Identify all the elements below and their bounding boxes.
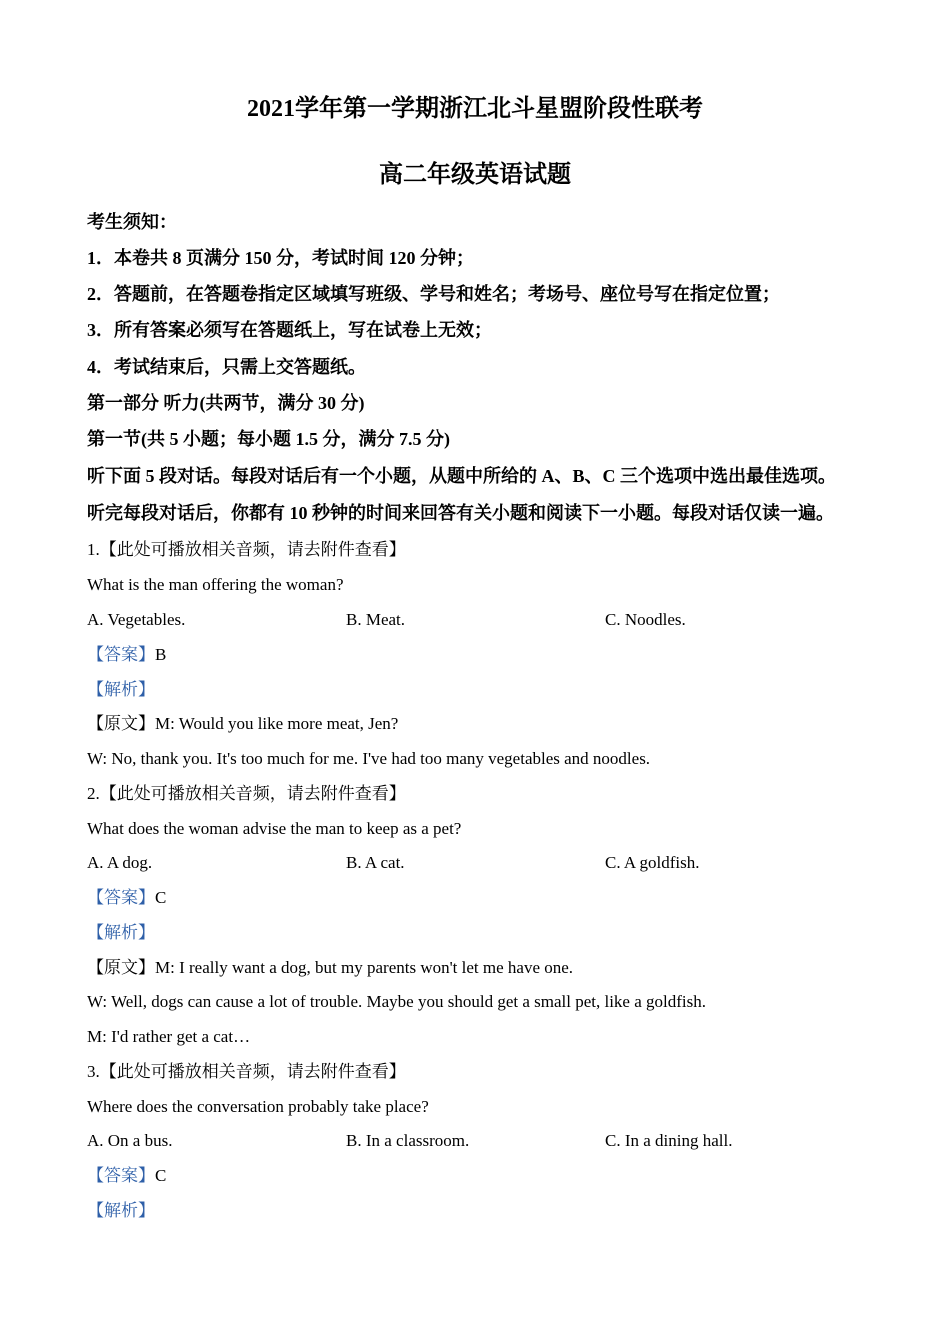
transcript-text: M: Would you like more meat, Jen?: [155, 714, 399, 733]
section-instruction: 听完每段对话后，你都有 10 秒钟的时间来回答有关小题和阅读下一小题。每段对话仅读一遍。: [87, 503, 834, 523]
answer-line: [87, 644, 166, 666]
option-c: C. Noodles.: [605, 610, 686, 629]
question-text: What does the woman advise the man to keep as a pet?: [87, 819, 462, 838]
option-a: A. On a bus.: [87, 1131, 173, 1150]
original-label: 【原文】: [87, 714, 155, 733]
transcript-line: [87, 957, 573, 979]
transcript-line: [87, 713, 398, 735]
answer-value: B: [155, 645, 167, 664]
analysis-label: 【解析】: [87, 1201, 155, 1220]
section-instruction: 听下面 5 段对话。每段对话后有一个小题，从题中所给的 A、B、C 三个选项中选出最佳选项。: [87, 466, 836, 486]
notice-heading: 考生须知：: [87, 212, 177, 232]
answer-label: 【答案】: [87, 645, 155, 664]
notice-item: 4．考试结束后，只需上交答题纸。: [87, 357, 366, 377]
answer-value: C: [155, 1166, 167, 1185]
question-header: 1.【此处可播放相关音频，请去附件查看】: [87, 540, 406, 559]
answer-label: 【答案】: [87, 888, 155, 907]
exam-subtitle: 高二年级英语试题: [379, 162, 571, 188]
question-header: 2.【此处可播放相关音频，请去附件查看】: [87, 784, 406, 803]
answer-value: C: [155, 888, 167, 907]
option-c: C. In a dining hall.: [605, 1131, 733, 1150]
question-text: What is the man offering the woman?: [87, 575, 344, 594]
exam-title: 2021学年第一学期浙江北斗星盟阶段性联考: [247, 96, 703, 122]
transcript-line: W: Well, dogs can cause a lot of trouble. Maybe you should get a small pet, like a goldfish.: [87, 992, 706, 1011]
transcript-line: W: No, thank you. It's too much for me. I've had too many vegetables and noodles.: [87, 749, 651, 768]
notice-item: 1．本卷共 8 页满分 150 分，考试时间 120 分钟；: [87, 248, 474, 268]
section-part-heading: 第一部分 听力(共两节，满分 30 分): [87, 393, 365, 413]
question-header: 3.【此处可播放相关音频，请去附件查看】: [87, 1062, 406, 1081]
section-sub-heading: 第一节(共 5 小题；每小题 1.5 分，满分 7.5 分): [87, 429, 450, 449]
answer-line: [87, 1165, 166, 1187]
option-b: B. Meat.: [346, 610, 406, 629]
original-label: 【原文】: [87, 958, 155, 977]
analysis-label: 【解析】: [87, 923, 155, 942]
option-c: C. A goldfish.: [605, 853, 700, 872]
answer-label: 【答案】: [87, 1166, 155, 1185]
option-a: A. Vegetables.: [87, 610, 186, 629]
option-b: B. In a classroom.: [346, 1131, 470, 1150]
answer-line: [87, 887, 166, 909]
option-a: A. A dog.: [87, 853, 153, 872]
transcript-text: M: I really want a dog, but my parents won't let me have one.: [155, 958, 574, 977]
question-text: Where does the conversation probably take place?: [87, 1097, 429, 1116]
analysis-label: 【解析】: [87, 680, 155, 699]
option-b: B. A cat.: [346, 853, 405, 872]
transcript-line: M: I'd rather get a cat…: [87, 1027, 251, 1046]
notice-item: 3．所有答案必须写在答题纸上，写在试卷上无效；: [87, 320, 492, 340]
notice-item: 2．答题前，在答题卷指定区域填写班级、学号和姓名；考场号、座位号写在指定位置；: [87, 284, 780, 304]
